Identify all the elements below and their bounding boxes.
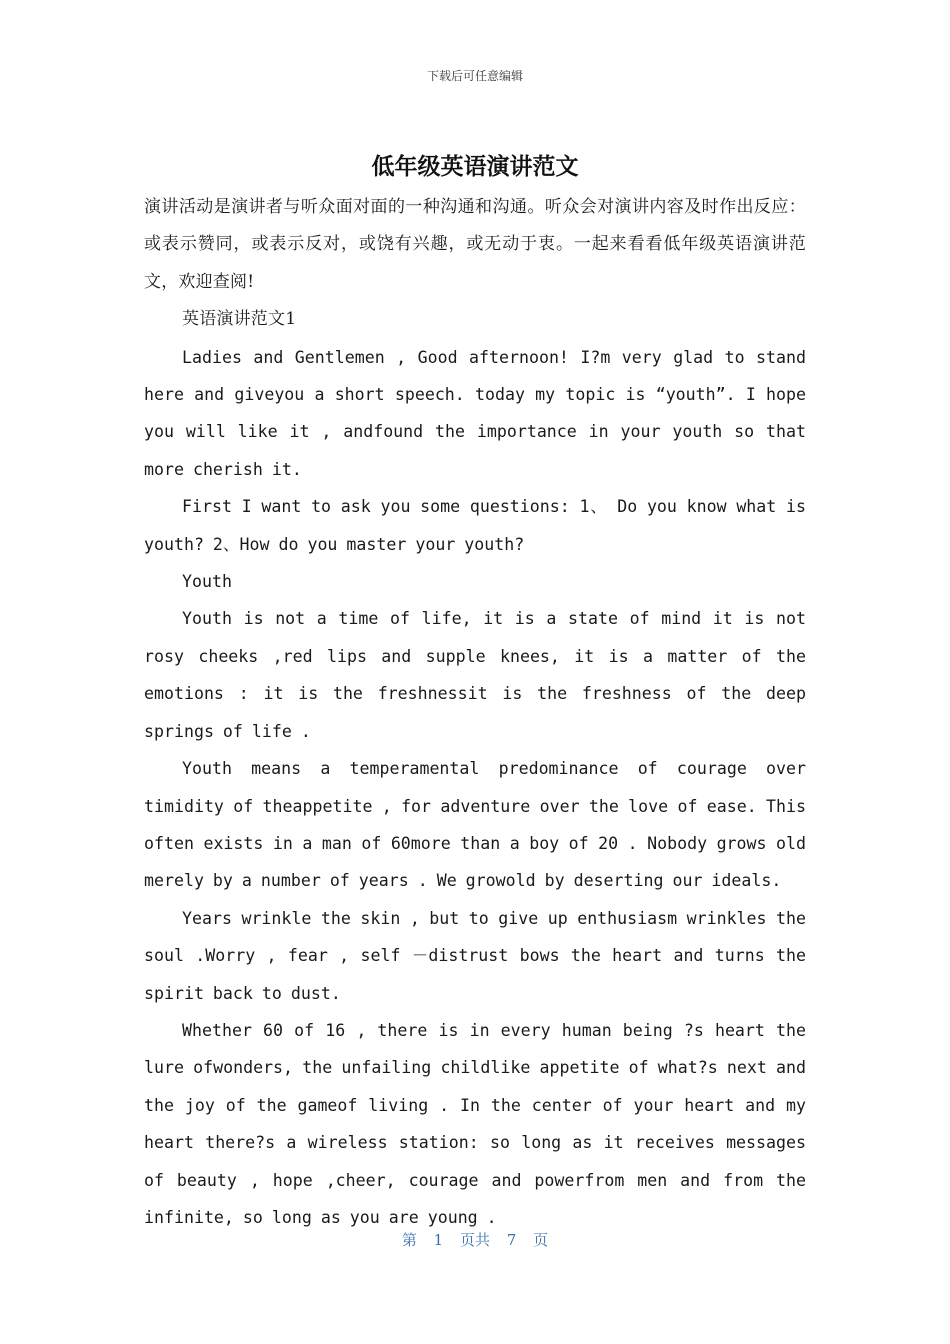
speech-paragraph: Ladies and Gentlemen , Good afternoon! I?m very glad to stand here and giveyou a short speech. today my topic is “youth”. I hope you will like it , andfound the importance in your youth so that more cherish it. bbox=[144, 347, 806, 479]
document-title: 低年级英语演讲范文 bbox=[371, 154, 579, 180]
section-heading: 英语演讲范文1 bbox=[182, 309, 297, 330]
speech-paragraph: Youth means a temperamental predominance of courage over timidity of theappetite , for adventure over the love of ease. This often exists in a man of 60more than a boy of 20 . Nobody grows old merely by a number of years . We growold by deserting our ideals. bbox=[144, 759, 806, 891]
speech-paragraph: Youth is not a time of life, it is a state of mind it is not rosy cheeks ,red lips and supple knees, it is a matter of the emotions : it is the freshnessit is the freshness of the deep springs of life . bbox=[144, 609, 806, 741]
speech-paragraph: Years wrinkle the skin , but to give up enthusiasm wrinkles the soul .Worry , fear , self －distrust bows the heart and turns the spirit back to dust. bbox=[144, 908, 806, 1003]
speech-subheading: Youth bbox=[182, 572, 232, 592]
document-body bbox=[144, 189, 806, 1236]
intro-paragraph: 演讲活动是演讲者与听众面对面的一种沟通和沟通。听众会对演讲内容及时作出反应：或表示赞同，或表示反对，或饶有兴趣，或无动于衷。一起来看看低年级英语演讲范文，欢迎查阅! bbox=[144, 197, 806, 292]
page-number-footer: 第 1 页共 7 页 bbox=[401, 1231, 549, 1249]
speech-paragraph: First I want to ask you some questions: 1、 Do you know what is youth? 2、How do you master your youth? bbox=[144, 497, 806, 554]
header-note: 下载后可任意编辑 bbox=[426, 69, 523, 83]
speech-paragraph: Whether 60 of 16 , there is in every human being ?s heart the lure ofwonders, the unfailing childlike appetite of what?s next and the joy of the gameof living . In the center of your heart and my heart there?s a wireless station: so long as it receives messages of beauty , hope ,cheer, courage and powerfrom men and from the infinite, so long as you are young . bbox=[144, 1020, 806, 1227]
